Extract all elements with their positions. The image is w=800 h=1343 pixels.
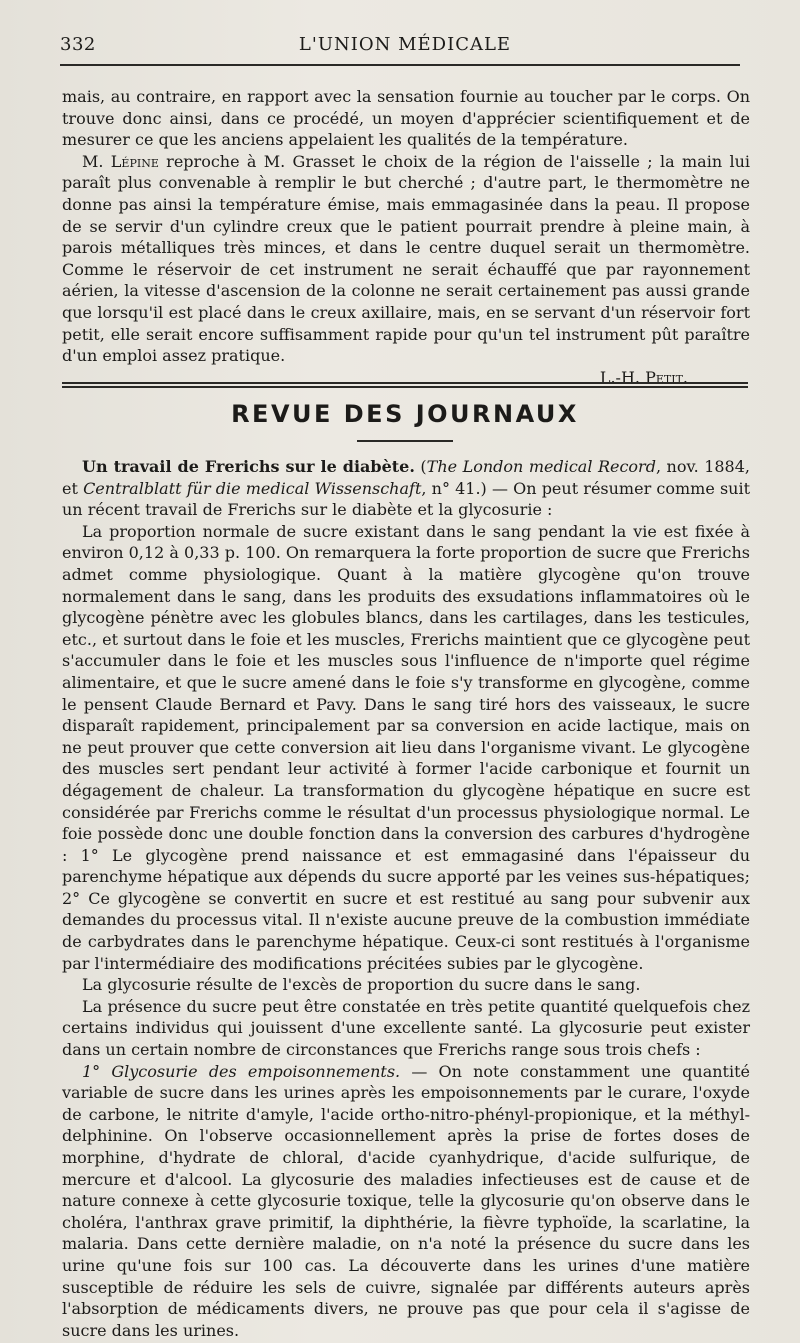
article-paragraph-sugar: La proportion normale de sucre existant dans le sang pendant la vie est fixée à environ 0,12 à 0,33 p. 100. On remarquera la forte proportion de sucre que Frerichs admet comme physiologique. Quant à la matière glycogène qu'on trouve normalement dans le sang, dans les produits des exsudations inflammatoires où le glycogène pénètre avec les globules blancs, dans les cartilages, dans les testicules, etc., et surtout dans le foie et les muscles, Frerichs maintient que ce glycogène peut s'accumuler dans le foie et les muscles sous l'influence de n'importe quel régime alimentaire, et que le sucre amené dans le foie s'y transforme en glycogène, comme le pensent Claude Bernard et Pavy. Dans le sang tiré hors des vaisseaux, le sucre disparaît rapidement, principalement par sa conversion en acide lactique, mais on ne peut prouver que cette conversion ait lieu dans l'organisme vivant. Le glycogène des muscles sert pendant leur activité à former l'acide carbonique et fournit un dégagement de chaleur. La transformation du glycogène hépatique en sucre est considérée par Frerichs comme le résultat d'un processus physiologique normal. Le foie possède donc une double fonction dans la conversion des carbures d'hydrogène : 1° Le glycogène prend naissance et est emmagasiné dans l'épaisseur du parenchyme hépatique aux dépends du sucre apporté par les veines sus-hépatiques; 2° Ce glycogène se convertit en sucre et est restitué au sang pour subvenir aux demandes du processus vital. Il n'existe aucune preuve de la combustion immédiate de carbydrates dans le parenchyme hépatique. Ceux-ci sont restitués à l'organisme par l'intermédiaire des modifications précitées subies par le glycogène. [62, 521, 750, 973]
source-journal-1: The London medical Record [426, 457, 656, 476]
header-rule [60, 64, 740, 66]
subsection-label: 1° Glycosurie des empoisonnements. [82, 1061, 401, 1081]
signature-initials: L.-H. [599, 367, 646, 387]
article-paragraph-presence: La présence du sucre peut être constatée en très petite quantité quelquefois chez certains individus qui jouissent d'une excellente santé. La glycosurie peut exister dans un certain nombre de circonstances que Frerichs range sous trois chefs : [62, 996, 750, 1060]
journal-title: L'UNION MÉDICALE [298, 34, 512, 55]
empoisonnements-text: — On note constamment une quantité variable de sucre dans les urines après les empoisonnements par le curare, l'oxyde de carbone, le nitrite d'amyle, l'acide ortho-nitro-phényl-propionique, et la méthyl-delphinine. On l'observe occasionnellement après la prise de fortes doses de morphine, d'hydrate de chloral, d'acide cyanhydrique, d'acide sulfurique, de mercure et d'alcool. La glycosurie des maladies infectieuses est de cause et de nature connexe à cette glycosurie toxique, telle la glycosurie qu'on observe dans le choléra, l'anthrax grave primitif, la diphthérie, la fièvre typhoïde, la scarlatine, la malaria. Dans cette dernière maladie, on n'a noté la présence du sucre dans les urine qu'une fois sur 100 cas. La découverte dans les urines d'une matière susceptible de réduire les sels de cuivre, signalée par différents auteurs après l'absorption de médicaments divers, ne prouve pas que pour cela il s'agisse de sucre dans les urines. [62, 1061, 750, 1340]
lepine-paragraph-text: reproche à M. Grasset le choix de la région de l'aisselle ; la main lui paraît plus convenable à remplir le but cherché ; d'autre part, le thermomètre ne donne pas ainsi la température émise, mais emmagasinée dans la peau. Il propose de se servir d'un cylindre creux que le patient pourrait prendre à pleine main, à parois métalliques très minces, et dans le centre duquel serait un thermomètre. Comme le réservoir de cet instrument ne serait échauffé que par rayonnement aérien, la vitesse d'ascension de la colonne ne serait certainement pas aussi grande que lorsqu'il est placé dans le creux axillaire, mais, en se servant d'un réservoir fort petit, elle serait encore suffisamment rapide pour qu'un tel instrument pût paraître d'un emploi assez pratique. [62, 151, 750, 366]
running-header [60, 30, 750, 60]
previous-article-paragraph: mais, au contraire, en rapport avec la sensation fournie au toucher par le corps. On trouve donc ainsi, dans ce procédé, un moyen d'apprécier scientifiquement et de mesurer ce que les anciens appelaient les qualités de la température. [62, 87, 750, 150]
article-title: Un travail de Frerichs sur le diabète. [82, 457, 415, 476]
article-lead-paragraph [62, 456, 750, 521]
page-number: 332 [60, 34, 96, 55]
lepine-paragraph [62, 151, 750, 367]
speaker-name: M. Lépine [82, 151, 159, 171]
lead-paragraph-text: , n° 41.) — On peut résumer comme suit un récent travail de Frerichs sur le diabète et la glycosurie : [62, 478, 751, 520]
section-title-underline [357, 440, 453, 442]
source-journal-2: Centralblatt für die medical Wissenschaft [83, 478, 422, 498]
section-double-rule [62, 382, 748, 388]
article-paragraph-glycosurie: La glycosurie résulte de l'excès de proportion du sucre dans le sang. [82, 975, 641, 995]
article-body [62, 456, 750, 1341]
section-title: REVUE DES JOURNAUX [231, 400, 579, 428]
source-open: ( [414, 457, 427, 476]
article-paragraph-empoisonnements [62, 1061, 750, 1342]
signature-name: Petit. [645, 367, 688, 387]
source-between: , nov. 1884, et [62, 457, 751, 498]
previous-article [62, 86, 750, 388]
